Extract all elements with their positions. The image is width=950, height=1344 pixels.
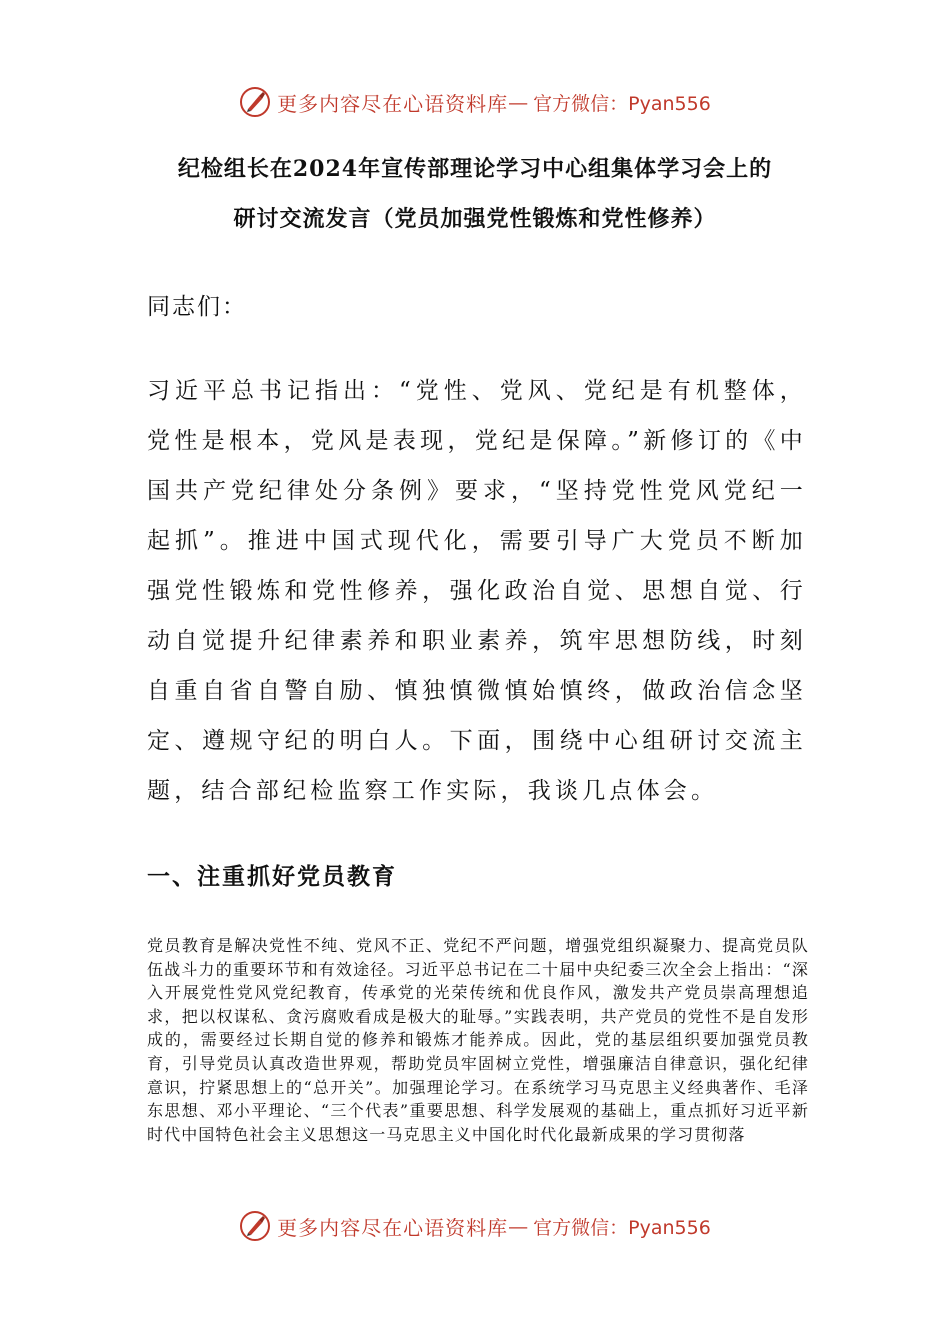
pen-nib-logo-icon [239,1210,271,1242]
banner-wechat: 官方微信：Pyan556 [533,92,711,115]
banner-separator: — [508,1214,530,1238]
banner-site-name: 更多内容尽在心语资料库 [277,91,509,116]
section-body-paragraph: 党员教育是解决党性不纯、党风不正、党纪不严问题，增强党组织凝聚力、提高党员队伍战斗力的重要环节和有效途径。习近平总书记在二十届中央纪委三次全会上指出：“深入开展党性党风党纪教育，传承党的光荣传统和优良作风，激发共产党员崇高理想追求，把以权谋私、贪污腐败看成是极大的耻辱。”实践表明，共产党员的党性不是自发形成的，需要经过长期自觉的修养和锻炼才能养成。因此，党的基层组织要加强党员教育，引导党员认真改造世界观，帮助党员牢固树立党性，增强廉洁自律意识，强化纪律意识，拧紧思想上的“总开关”。加强理论学习。在系统学习马克思主义经典著作、毛泽东思想、邓小平理论、“三个代表”重要思想、科学发展观的基础上，重点抓好习近平新时代中国特色社会主义思想这一马克思主义中国化时代化最新成果的学习贯彻落 [147,936,809,1144]
section-heading: 一、注重抓好党员教育 [147,864,397,890]
banner-wechat: 官方微信：Pyan556 [533,1216,711,1239]
banner-site-name: 更多内容尽在心语资料库 [277,1215,509,1240]
pen-nib-logo-icon [239,86,271,118]
watermark-banner-bottom [0,1208,950,1244]
intro-paragraph: 习近平总书记指出：“党性、党风、党纪是有机整体，党性是根本，党风是表现，党纪是保障。”新修订的《中国共产党纪律处分条例》要求，“坚持党性党风党纪一起抓”。推进中国式现代化，需要引导广大党员不断加强党性锻炼和党性修养，强化政治自觉、思想自觉、行动自觉提升纪律素养和职业素养，筑牢思想防线，时刻自重自省自警自励、慎独慎微慎始慎终，做政治信念坚定、遵规守纪的明白人。下面，围绕中心组研讨交流主题，结合部纪检监察工作实际，我谈几点体会。 [147,378,807,804]
greeting: 同志们： [147,294,247,320]
document-title-line2: 研讨交流发言（党员加强党性锻炼和党性修养） [233,206,717,232]
watermark-banner-top [0,84,950,120]
banner-separator: — [508,90,530,114]
document-title-line1: 纪检组长在2024年宣传部理论学习中心组集体学习会上的 [177,156,773,182]
